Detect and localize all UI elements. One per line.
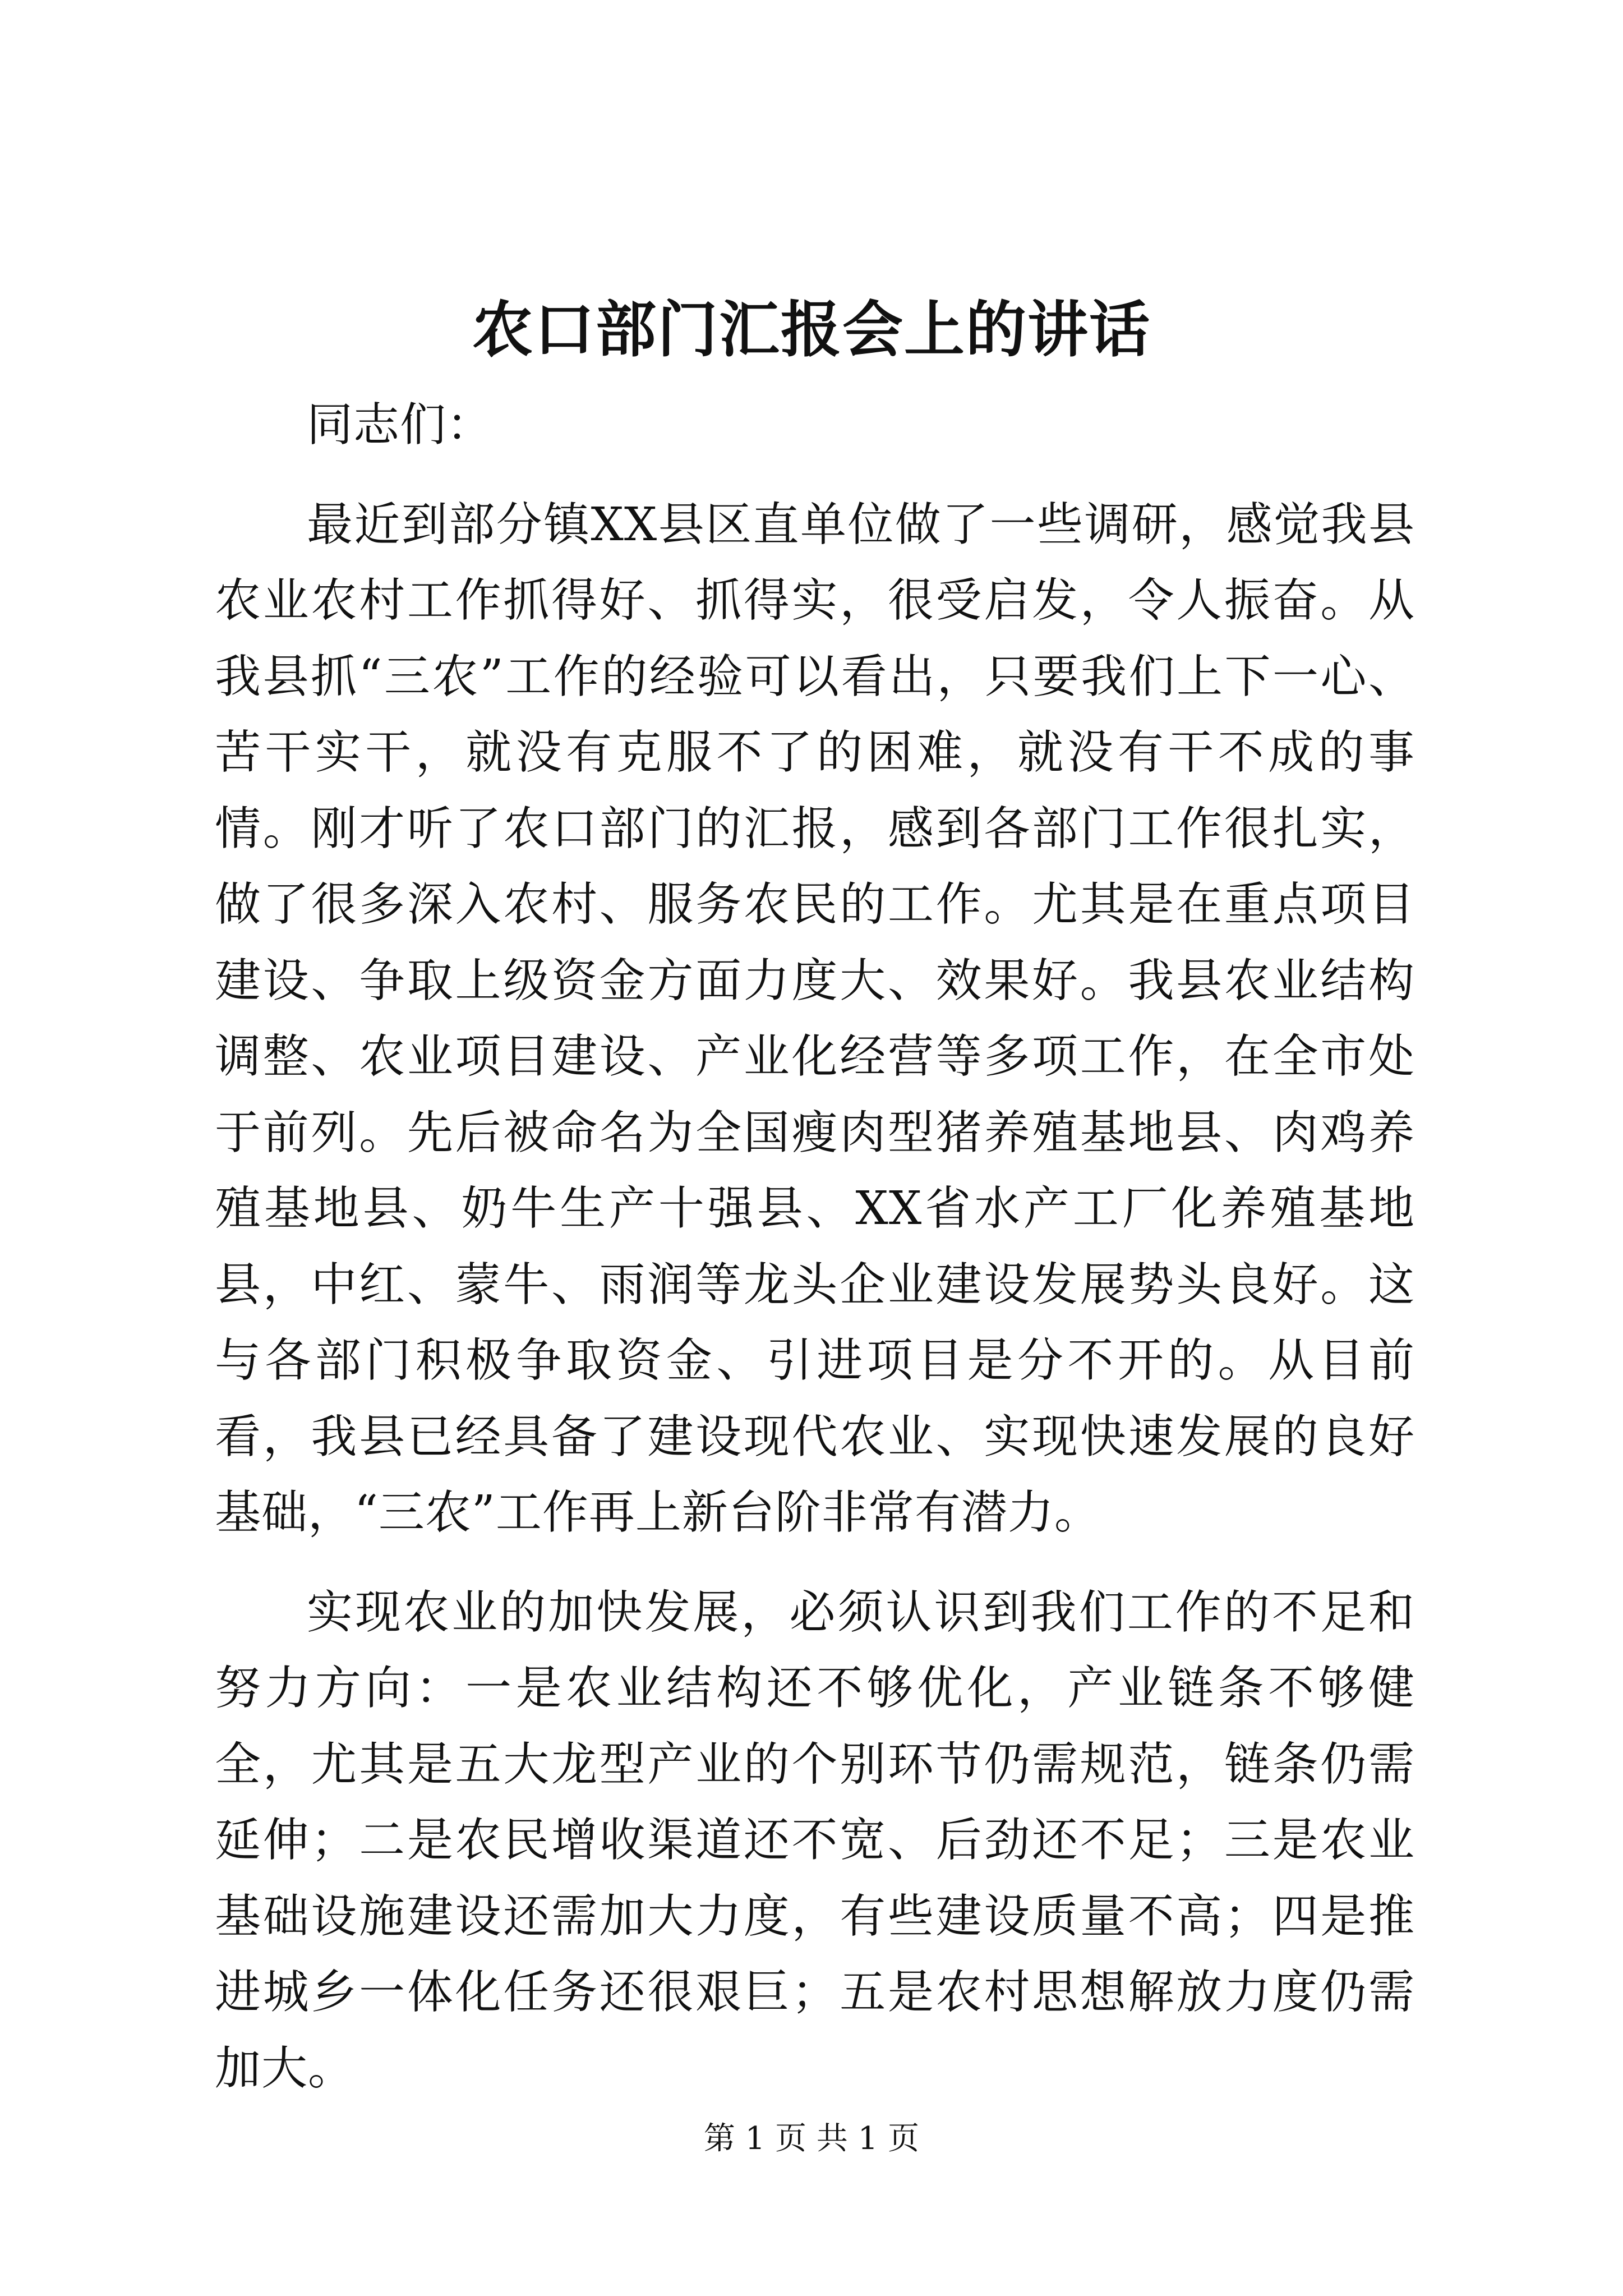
document-body [215,387,1415,2130]
document-title: 农口部门汇报会上的讲话 [472,295,1151,365]
paragraph-1: 最近到部分镇XX县区直单位做了一些调研，感觉我县农业农村工作抓得好、抓得实，很受启发，令人振奋。从我县抓“三农”工作的经验可以看出，只要我们上下一心、苦干实干，就没有克服不了的困难，就没有干不成的事情。刚才听了农口部门的汇报，感到各部门工作很扎实，做了很多深入农村、服务农民的工作。尤其是在重点项目建设、争取上级资金方面力度大、效果好。我县农业结构调整、农业项目建设、产业化经营等多项工作，在全市处于前列。先后被命名为全国瘦肉型猪养殖基地县、肉鸡养殖基地县、奶牛生产十强县、XX省水产工厂化养殖基地县，中红、蒙牛、雨润等龙头企业建设发展势头良好。这与各部门积极争取资金、引进项目是分不开的。从目前看，我县已经具备了建设现代农业、实现快速发展的良好基础，“三农”工作再上新台阶非常有潜力。 [215,498,1415,1539]
greeting: 同志们： [307,398,494,452]
paragraph-2: 实现农业的加快发展，必须认识到我们工作的不足和努力方向：一是农业结构还不够优化，产业链条不够健全，尤其是五大龙型产业的个别环节仍需规范，链条仍需延伸；二是农民增收渠道还不宽、后劲还不足；三是农业基础设施建设还需加大力度，有些建设质量不高；四是推进城乡一体化任务还很艰巨；五是农村思想解放力度仍需加大。 [215,1585,1415,2095]
page-footer: 第 1 页 共 1 页 [703,2120,920,2157]
